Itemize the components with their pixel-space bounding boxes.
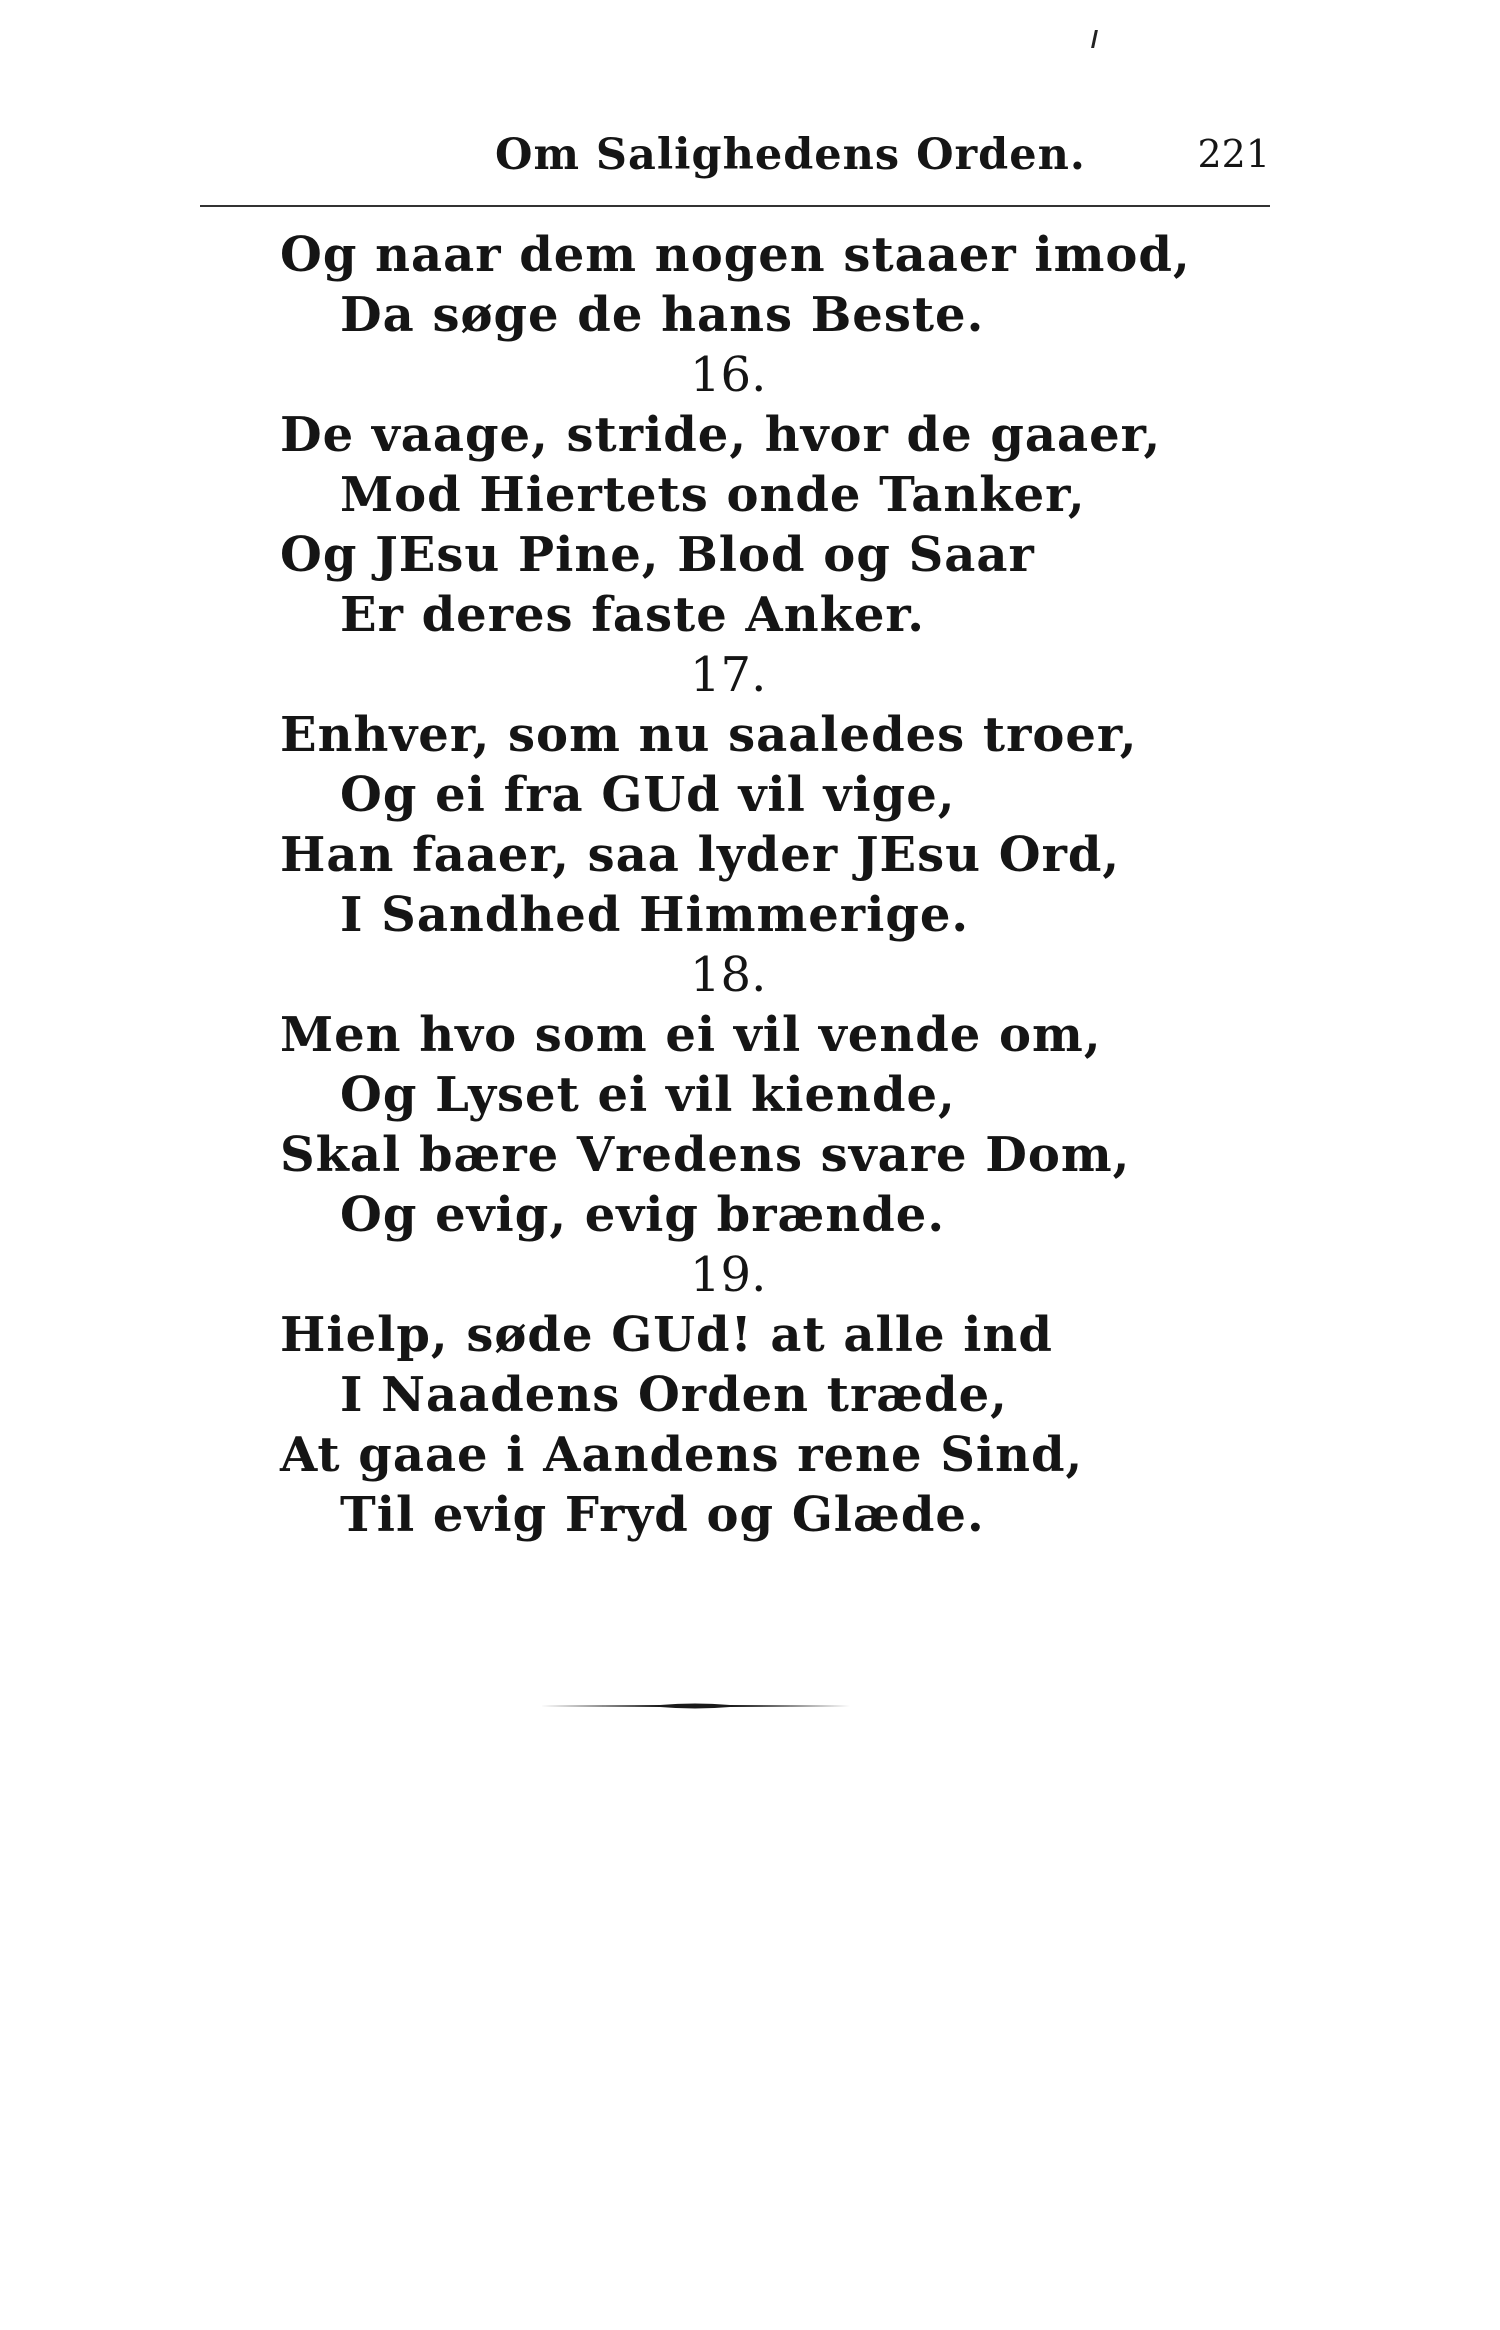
verse-line: Og Lyset ei vil kiende, bbox=[340, 1067, 956, 1123]
stanza-number: 18. bbox=[690, 947, 767, 1003]
verse-line: Og JEsu Pine, Blod og Saar bbox=[280, 527, 1035, 583]
verse-line: De vaage, stride, hvor de gaaer, bbox=[280, 407, 1162, 463]
verse-line: Og ei fra GUd vil vige, bbox=[340, 767, 956, 823]
page-number: 221 bbox=[1197, 132, 1270, 176]
header-rule bbox=[200, 205, 1270, 207]
page-header bbox=[200, 130, 1270, 190]
verse-line: Mod Hiertets onde Tanker, bbox=[340, 467, 1086, 523]
hymn-verses bbox=[280, 225, 1191, 1545]
stray-ink-mark bbox=[1091, 30, 1098, 48]
stanza-number: 16. bbox=[690, 347, 767, 403]
verse-line: I Naadens Orden træde, bbox=[340, 1367, 1008, 1423]
verse-line: At gaae i Aandens rene Sind, bbox=[280, 1427, 1084, 1483]
verse-line: Enhver, som nu saaledes troer, bbox=[280, 707, 1138, 763]
verse-line: Og evig, evig brænde. bbox=[340, 1187, 946, 1243]
verse-line: Han faaer, saa lyder JEsu Ord, bbox=[280, 827, 1121, 883]
verse-line: Til evig Fryd og Glæde. bbox=[340, 1487, 985, 1543]
tapered-rule-icon bbox=[540, 1702, 850, 1710]
verse-line: I Sandhed Himmerige. bbox=[340, 887, 970, 943]
verse-line: Og naar dem nogen staaer imod, bbox=[280, 227, 1191, 283]
verse-line: Hielp, søde GUd! at alle ind bbox=[280, 1307, 1053, 1363]
verse-line: Er deres faste Anker. bbox=[340, 587, 925, 643]
stanza-number: 19. bbox=[690, 1247, 767, 1303]
verse-line: Men hvo som ei vil vende om, bbox=[280, 1007, 1102, 1063]
stanza-number: 17. bbox=[690, 647, 767, 703]
end-ornament-rule bbox=[540, 1702, 850, 1710]
verse-line: Da søge de hans Beste. bbox=[340, 287, 985, 343]
running-title: Om Salighedens Orden. bbox=[495, 130, 1086, 180]
verse-line: Skal bære Vredens svare Dom, bbox=[280, 1127, 1131, 1183]
